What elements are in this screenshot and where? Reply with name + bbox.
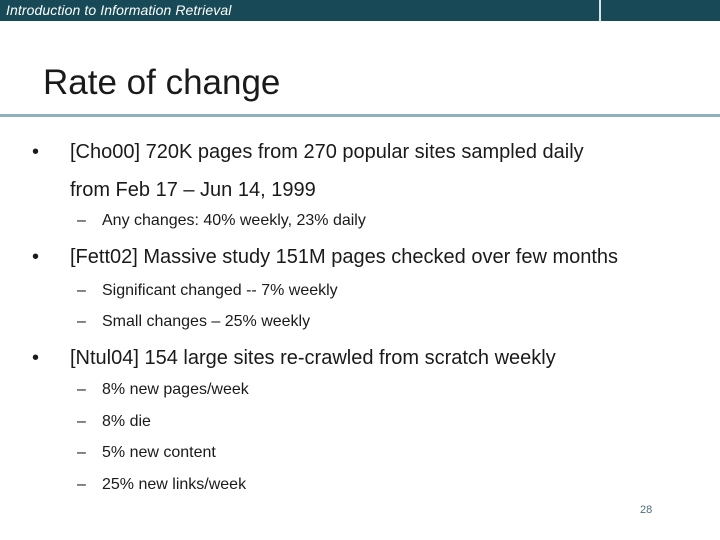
course-title: Introduction to Information Retrieval [6, 2, 232, 18]
sub-bullet-text: Significant changed -- 7% weekly [102, 282, 338, 299]
page-number: 28 [640, 504, 653, 516]
header-bar [0, 0, 720, 21]
sub-bullet-marker: – [77, 444, 86, 461]
sub-bullet-marker: – [77, 381, 86, 398]
bullet-1 [32, 133, 584, 209]
sub-bullet-text: 8% new pages/week [102, 381, 249, 398]
bullet-marker: • [32, 347, 40, 369]
bullet-1-line-2: from Feb 17 – Jun 14, 1999 [70, 179, 316, 201]
sub-bullet-marker: – [77, 212, 86, 229]
bullet-1-line-1: [Cho00] 720K pages from 270 popular sites sampled daily [70, 141, 584, 163]
sub-bullet-marker: – [77, 476, 86, 493]
bullet-marker: • [32, 141, 40, 163]
sub-bullet-marker: – [77, 413, 86, 430]
bullet-2-sub-1 [77, 282, 338, 300]
bullet-3-sub-3 [77, 444, 216, 462]
bullet-1-sub-1 [77, 212, 366, 230]
sub-bullet-text: 8% die [102, 413, 151, 430]
bullet-2-sub-2 [77, 313, 310, 331]
sub-bullet-text: 5% new content [102, 444, 216, 461]
bullet-marker: • [32, 246, 40, 268]
title-divider [0, 114, 720, 117]
bullet-2-line-1: [Fett02] Massive study 151M pages checked over few months [70, 246, 619, 268]
sub-bullet-text: Any changes: 40% weekly, 23% daily [102, 212, 366, 229]
bullet-3-line-1: [Ntul04] 154 large sites re-crawled from scratch weekly [70, 347, 556, 369]
sub-bullet-marker: – [77, 282, 86, 299]
bullet-3-sub-2 [77, 413, 151, 431]
bullet-3-sub-4 [77, 476, 246, 494]
sub-bullet-text: 25% new links/week [102, 476, 247, 493]
bullet-2 [32, 238, 618, 276]
sub-bullet-marker: – [77, 313, 86, 330]
header-bar-accent [601, 0, 720, 21]
sub-bullet-text: Small changes – 25% weekly [102, 313, 311, 330]
slide-title: Rate of change [43, 63, 281, 102]
bullet-3 [32, 339, 556, 377]
bullet-3-sub-1 [77, 381, 249, 399]
